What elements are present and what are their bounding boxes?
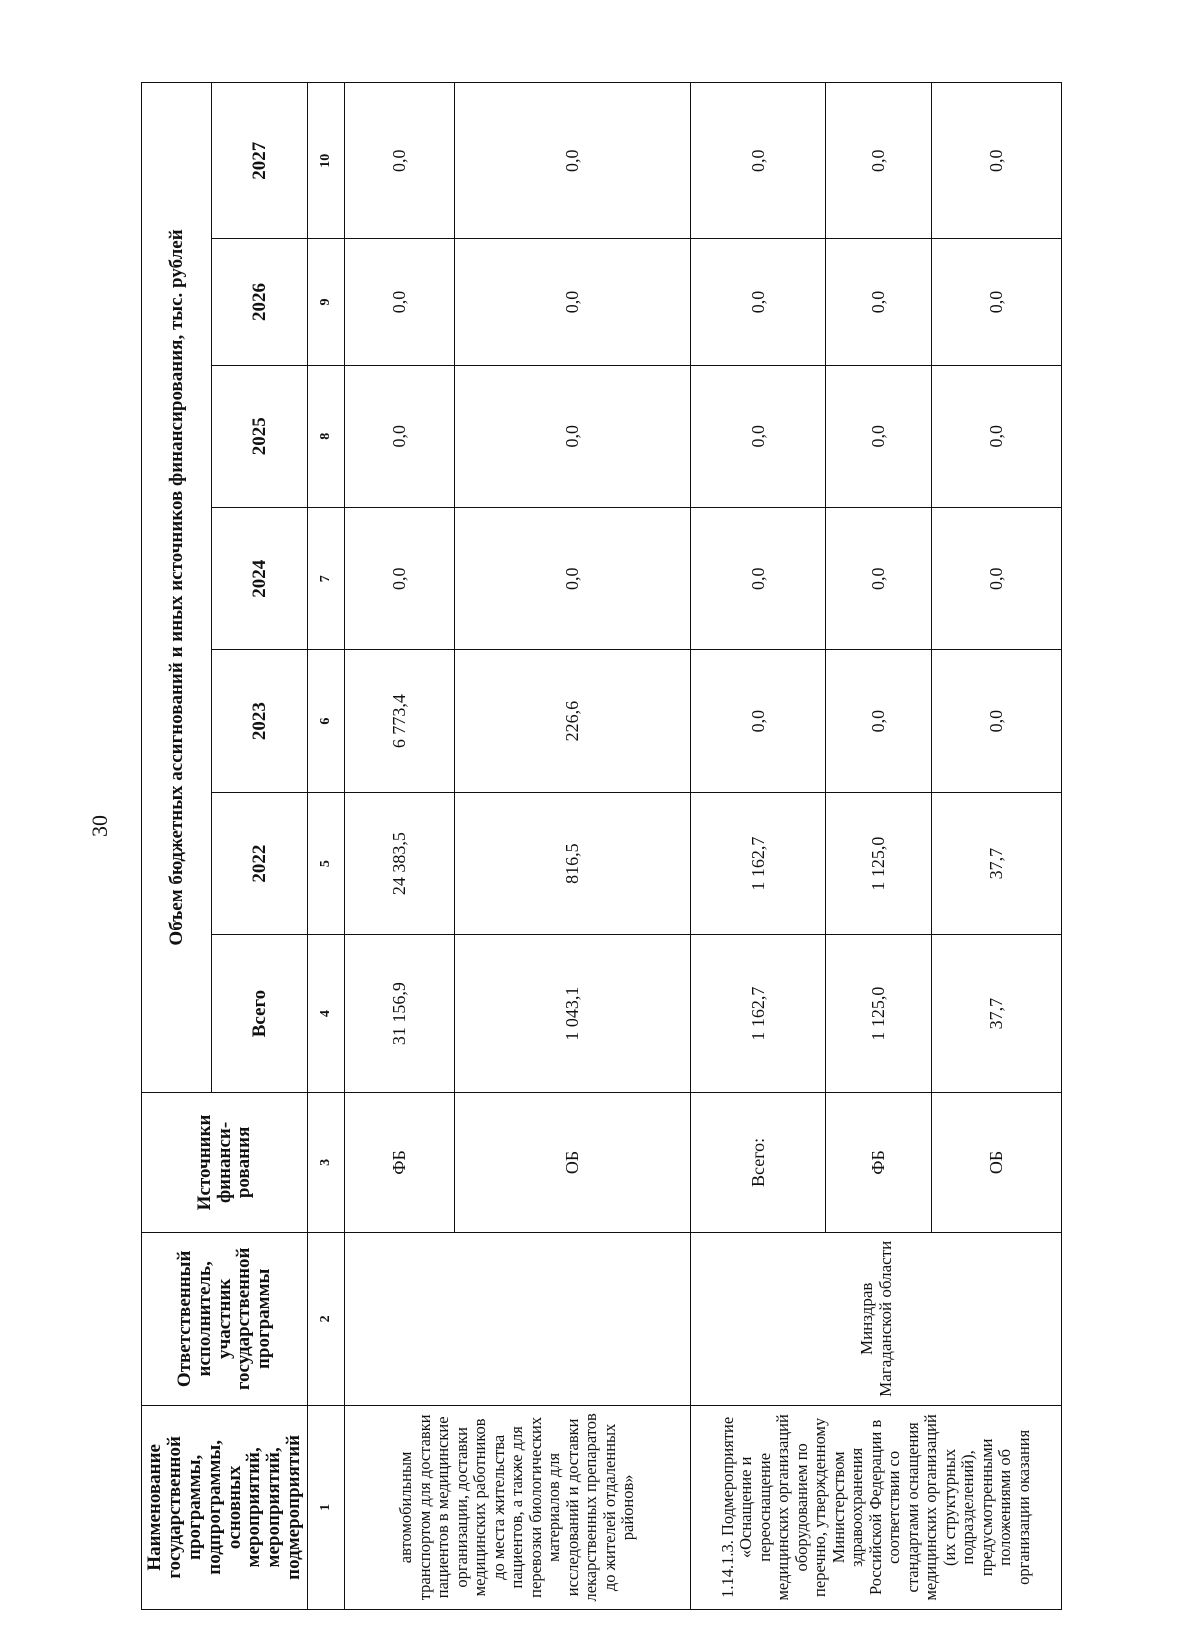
value-cell: 0,0 — [345, 83, 455, 240]
source-cell: ОБ — [455, 1092, 691, 1232]
header-funding-group: Объем бюджетных ассигнований и иных источников финансирования, тыс. рублей — [142, 83, 212, 1093]
column-number: 3 — [308, 1092, 345, 1232]
header-executor: Ответственный исполнитель, участник государственной программы — [142, 1232, 308, 1405]
value-cell: 0,0 — [345, 239, 455, 365]
source-cell: ОБ — [932, 1092, 1062, 1232]
value-cell: 816,5 — [455, 792, 691, 934]
source-cell: Всего: — [691, 1092, 826, 1232]
value-cell: 0,0 — [691, 365, 826, 507]
value-cell: 0,0 — [345, 508, 455, 650]
header-year: 2023 — [212, 650, 308, 792]
column-number: 4 — [308, 935, 345, 1093]
value-cell: 0,0 — [826, 239, 932, 365]
header-source: Источники финанси-рования — [142, 1092, 308, 1232]
column-number: 10 — [308, 83, 345, 240]
value-cell: 0,0 — [691, 650, 826, 792]
value-cell: 0,0 — [345, 365, 455, 507]
header-year: 2027 — [212, 83, 308, 240]
header-year: Всего — [212, 935, 308, 1093]
value-cell: 0,0 — [932, 365, 1062, 507]
value-cell: 226,6 — [455, 650, 691, 792]
value-cell: 0,0 — [455, 508, 691, 650]
executor-cell: Минздрав Магаданской области — [691, 1232, 1062, 1405]
header-year: 2022 — [212, 792, 308, 934]
column-number: 2 — [308, 1232, 345, 1405]
header-name: Наименование государственной программы, подпрограммы, основных мероприятий, мероприятий, подмероприятий — [142, 1405, 308, 1609]
page-number: 30 — [87, 815, 112, 837]
executor-cell — [345, 1232, 691, 1405]
value-cell: 0,0 — [826, 83, 932, 240]
value-cell: 0,0 — [691, 239, 826, 365]
value-cell: 0,0 — [932, 239, 1062, 365]
column-number: 5 — [308, 792, 345, 934]
value-cell: 0,0 — [455, 239, 691, 365]
value-cell: 0,0 — [455, 365, 691, 507]
value-cell: 0,0 — [691, 508, 826, 650]
value-cell: 0,0 — [691, 83, 826, 240]
table-row — [345, 83, 455, 1610]
source-cell: ФБ — [826, 1092, 932, 1232]
value-cell: 0,0 — [932, 83, 1062, 240]
column-number: 9 — [308, 239, 345, 365]
rotated-table-page — [141, 82, 1053, 1610]
activity-name: 1.14.1.3. Подмероприятие «Оснащение и переоснащение медицинских организаций оборудованием по перечню, утвержденному Министерством здравоохранения Российской Федерации в соответствии со стандартами оснащения медицинских организаций (их структурных подразделений), предусмотренными положениями об организации оказания — [691, 1405, 1062, 1609]
column-number: 7 — [308, 508, 345, 650]
value-cell: 1 125,0 — [826, 935, 932, 1093]
value-cell: 1 125,0 — [826, 792, 932, 934]
value-cell: 37,7 — [932, 935, 1062, 1093]
value-cell: 1 162,7 — [691, 792, 826, 934]
value-cell: 1 162,7 — [691, 935, 826, 1093]
header-year: 2026 — [212, 239, 308, 365]
value-cell: 0,0 — [932, 508, 1062, 650]
value-cell: 31 156,9 — [345, 935, 455, 1093]
column-number: 6 — [308, 650, 345, 792]
value-cell: 6 773,4 — [345, 650, 455, 792]
value-cell: 0,0 — [826, 365, 932, 507]
value-cell: 0,0 — [826, 650, 932, 792]
value-cell: 24 383,5 — [345, 792, 455, 934]
header-year: 2025 — [212, 365, 308, 507]
header-year: 2024 — [212, 508, 308, 650]
source-cell: ФБ — [345, 1092, 455, 1232]
column-number-row — [308, 83, 345, 1610]
column-number: 8 — [308, 365, 345, 507]
activity-name: автомобильным транспортом для доставки пациентов в медицинские организации, доставки медицинских работников до места жительства пациентов, а также для перевозки биологических материалов для исследований и доставки лекарственных препаратов до жителей отдаленных районов» — [345, 1405, 691, 1609]
value-cell: 0,0 — [826, 508, 932, 650]
column-number: 1 — [308, 1405, 345, 1609]
value-cell: 37,7 — [932, 792, 1062, 934]
value-cell: 1 043,1 — [455, 935, 691, 1093]
value-cell: 0,0 — [932, 650, 1062, 792]
funding-table — [141, 82, 1062, 1610]
value-cell: 0,0 — [455, 83, 691, 240]
table-row — [691, 83, 826, 1610]
